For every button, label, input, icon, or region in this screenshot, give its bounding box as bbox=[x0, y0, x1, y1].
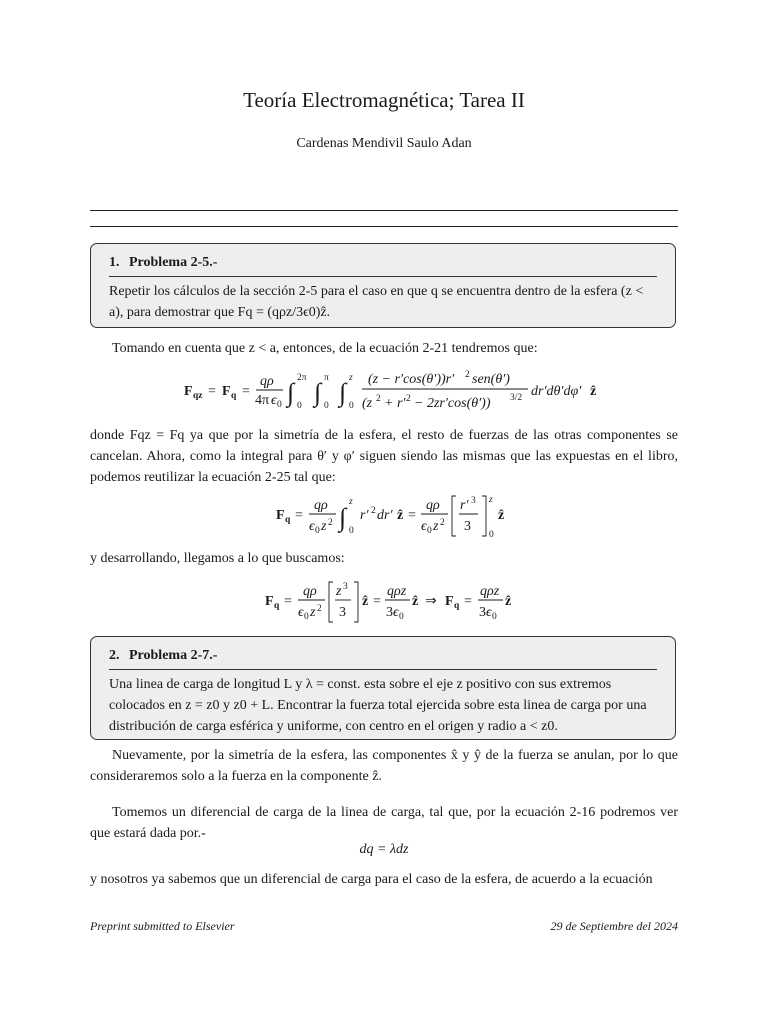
svg-text:sen(θ′): sen(θ′) bbox=[472, 372, 510, 387]
problem-box-2 bbox=[90, 636, 676, 740]
svg-text:0: 0 bbox=[315, 526, 320, 536]
svg-text:(z: (z bbox=[362, 396, 373, 411]
svg-text:q: q bbox=[274, 601, 280, 611]
title-rule-bottom bbox=[90, 226, 678, 227]
svg-text:=: = bbox=[242, 384, 250, 399]
svg-text:ϵ: ϵ bbox=[309, 519, 315, 534]
svg-text:3: 3 bbox=[464, 519, 471, 534]
svg-text:q: q bbox=[285, 515, 291, 525]
svg-text:2: 2 bbox=[328, 518, 333, 528]
svg-text:(z − r′cos(θ′))r′: (z − r′cos(θ′))r′ bbox=[368, 372, 455, 387]
svg-text:q: q bbox=[231, 391, 237, 401]
svg-text:3: 3 bbox=[339, 605, 346, 620]
svg-text:0: 0 bbox=[492, 612, 497, 622]
problem-heading-1 bbox=[109, 252, 657, 277]
svg-text:⇒: ⇒ bbox=[425, 594, 437, 609]
svg-text:∫: ∫ bbox=[339, 503, 347, 532]
svg-text:3: 3 bbox=[471, 496, 476, 506]
svg-text:3: 3 bbox=[343, 582, 348, 592]
problem-box-1 bbox=[90, 243, 676, 328]
problem-title-2: Problema 2-7.- bbox=[129, 648, 218, 663]
svg-text:0: 0 bbox=[304, 612, 309, 622]
svg-text:qρ: qρ bbox=[426, 498, 440, 513]
svg-text:F: F bbox=[265, 594, 274, 609]
svg-text:0: 0 bbox=[399, 612, 404, 622]
svg-text:0: 0 bbox=[489, 530, 494, 540]
svg-text:2: 2 bbox=[371, 506, 376, 516]
author-name: Cardenas Mendivil Saulo Adan bbox=[296, 136, 472, 151]
svg-text:ẑ: ẑ bbox=[362, 594, 369, 609]
svg-text:F: F bbox=[276, 508, 285, 523]
svg-text:ϵ: ϵ bbox=[486, 605, 492, 620]
svg-text:0: 0 bbox=[427, 526, 432, 536]
paragraph-symmetry: donde Fqz = Fq ya que por la simetría de la esfera, el resto de fuerzas de las otras componentes se cancelan. Ahora, como la integral para θ′ y φ′ siguen siendo las mismas que las expuestas en el libro, podemos reutilizar la ecuación 2-25 tal que: bbox=[90, 428, 678, 485]
svg-text:F: F bbox=[184, 384, 193, 399]
svg-text:qρ: qρ bbox=[260, 374, 274, 389]
problem-number-1: 1. bbox=[109, 255, 120, 270]
svg-text:ẑ: ẑ bbox=[590, 384, 597, 399]
equation-reused-2-25 bbox=[90, 492, 678, 544]
svg-text:z: z bbox=[433, 519, 439, 534]
svg-text:2: 2 bbox=[317, 604, 322, 614]
paragraph-charge-differential: Tomemos un diferencial de carga de la linea de carga, tal que, por la ecuación 2-16 podremos ver que estará dada por.- bbox=[90, 805, 678, 841]
svg-text:ϵ: ϵ bbox=[271, 393, 277, 408]
svg-text:∫: ∫ bbox=[339, 378, 347, 407]
paragraph-intro: Tomando en cuenta que z < a, entonces, de la ecuación 2-21 tendremos que: bbox=[112, 341, 538, 356]
svg-text:F: F bbox=[222, 384, 231, 399]
problem-number-2: 2. bbox=[109, 648, 120, 663]
svg-text:∫: ∫ bbox=[314, 378, 322, 407]
svg-text:z: z bbox=[321, 519, 327, 534]
svg-text:=: = bbox=[408, 508, 416, 523]
paragraph-sphere-differential: y nosotros ya sabemos que un diferencial de carga para el caso de la esfera, de acuerdo a la ecuación bbox=[90, 872, 653, 887]
svg-text:ϵ: ϵ bbox=[421, 519, 427, 534]
title-rule-top bbox=[90, 210, 678, 211]
problem-statement-1: Repetir los cálculos de la sección 2-5 para el caso en que q se encuentra dentro de la esfera (z < a), para demostrar que Fq = (qρz/3ϵ0)ẑ. bbox=[109, 284, 644, 320]
footer-preprint-note: Preprint submitted to Elsevier bbox=[90, 919, 235, 933]
svg-text:0: 0 bbox=[297, 401, 302, 411]
svg-text:F: F bbox=[445, 594, 454, 609]
svg-text:q: q bbox=[454, 601, 460, 611]
problem-statement-2: Una linea de carga de longitud L y λ = const. esta sobre el eje z positivo con sus extremos colocados en z = z0 y z0 + L. Encontrar la fuerza total ejercida sobre esta linea de carga por una distribución de carga esférica y uniforme, con centro en el origen y radio a < z0. bbox=[109, 677, 647, 734]
svg-text:dr′dθ′dφ′: dr′dθ′dφ′ bbox=[531, 384, 582, 399]
svg-text:− 2zr′cos(θ′)): − 2zr′cos(θ′)) bbox=[414, 396, 491, 411]
svg-text:z: z bbox=[336, 584, 342, 599]
svg-text:=: = bbox=[295, 508, 303, 523]
footer-date: 29 de Septiembre del 2024 bbox=[550, 919, 678, 933]
svg-text:ẑ: ẑ bbox=[397, 508, 404, 523]
svg-text:4π: 4π bbox=[255, 393, 270, 408]
svg-text:qρ: qρ bbox=[303, 584, 317, 599]
svg-text:qz: qz bbox=[193, 391, 203, 401]
paragraph-symmetry-components: Nuevamente, por la simetría de la esfera, las componentes x̂ y ŷ de la fuerza se anulan, por lo que consideraremos solo a la fuerza en la componente ẑ. bbox=[90, 748, 678, 784]
svg-text:∫: ∫ bbox=[287, 378, 295, 407]
svg-text:ϵ: ϵ bbox=[393, 605, 399, 620]
svg-text:2: 2 bbox=[465, 370, 470, 380]
svg-text:qρz: qρz bbox=[480, 584, 500, 599]
svg-text:0: 0 bbox=[324, 401, 329, 411]
svg-text:dr′: dr′ bbox=[377, 508, 393, 523]
svg-text:z: z bbox=[349, 373, 353, 383]
svg-text:3/2: 3/2 bbox=[510, 393, 523, 403]
svg-text:3: 3 bbox=[386, 605, 393, 620]
svg-text:ẑ: ẑ bbox=[412, 594, 419, 609]
svg-text:2: 2 bbox=[406, 394, 411, 404]
svg-text:2: 2 bbox=[376, 394, 381, 404]
svg-text:2π: 2π bbox=[297, 373, 307, 383]
equation-force-integral bbox=[90, 364, 678, 416]
svg-text:ẑ: ẑ bbox=[505, 594, 512, 609]
svg-text:=: = bbox=[373, 594, 381, 609]
problem-heading-2 bbox=[109, 645, 657, 670]
svg-text:qρ: qρ bbox=[314, 498, 328, 513]
svg-text:z: z bbox=[310, 605, 316, 620]
svg-text:0: 0 bbox=[349, 401, 354, 411]
svg-text:r′: r′ bbox=[460, 498, 469, 513]
svg-text:r′: r′ bbox=[360, 508, 369, 523]
equation-dq: dq = λdz bbox=[359, 842, 409, 857]
svg-text:qρz: qρz bbox=[387, 584, 407, 599]
svg-text:z: z bbox=[489, 495, 493, 505]
svg-text:z: z bbox=[349, 497, 353, 507]
equation-result-problem-1 bbox=[90, 576, 678, 626]
svg-text:0: 0 bbox=[349, 526, 354, 536]
svg-text:3: 3 bbox=[479, 605, 486, 620]
problem-title-1: Problema 2-5.- bbox=[129, 255, 218, 270]
svg-text:=: = bbox=[208, 384, 216, 399]
paragraph-developing: y desarrollando, llegamos a lo que buscamos: bbox=[90, 551, 345, 566]
svg-text:ϵ: ϵ bbox=[298, 605, 304, 620]
svg-text:π: π bbox=[324, 373, 329, 383]
svg-text:0: 0 bbox=[277, 400, 282, 410]
svg-text:+ r′: + r′ bbox=[384, 396, 406, 411]
svg-text:=: = bbox=[284, 594, 292, 609]
svg-text:2: 2 bbox=[440, 518, 445, 528]
svg-text:ẑ: ẑ bbox=[498, 508, 505, 523]
svg-text:=: = bbox=[464, 594, 472, 609]
document-title: Teoría Electromagnética; Tarea II bbox=[243, 88, 525, 112]
